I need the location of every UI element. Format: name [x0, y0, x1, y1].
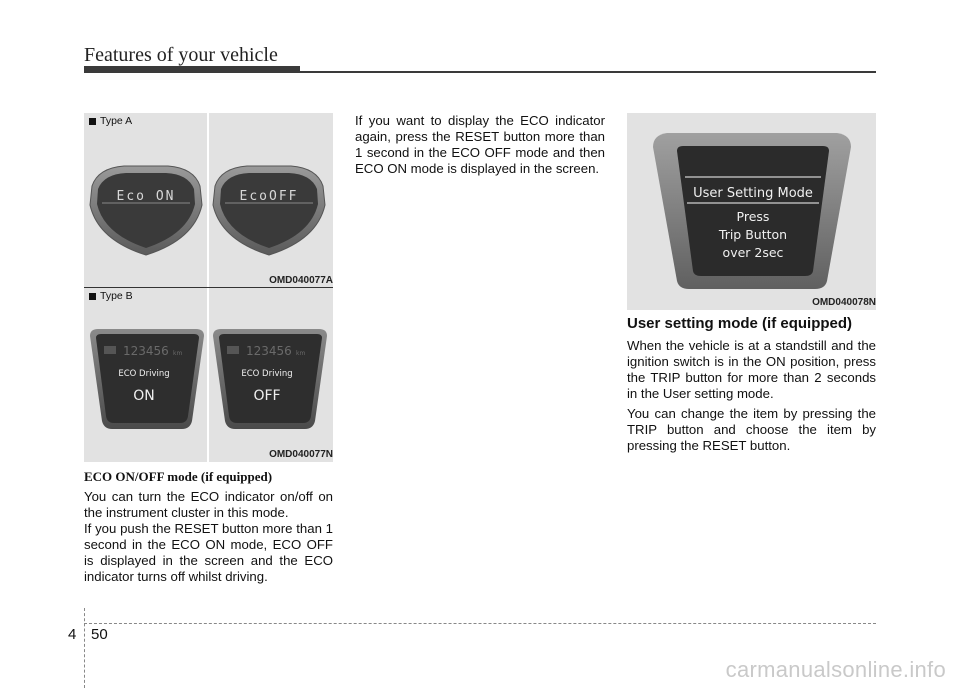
eco-driving-on-display	[90, 329, 204, 429]
odometer-unit: km	[296, 350, 306, 357]
user-setting-line-trip: Trip Button	[718, 227, 788, 242]
figure-type-a-label-text: Type A	[100, 115, 133, 127]
eco-driving-illustration	[84, 288, 333, 462]
paragraph: When the vehicle is at a standstill and the ignition switch is in the ON position, press the TRIP button for more than 2 seconds in the User setting mode.	[627, 338, 876, 401]
eco-driving-label: ECO Driving	[241, 369, 293, 379]
user-setting-line-time: over 2sec	[722, 245, 784, 260]
page-number: 50	[91, 626, 108, 643]
eco-driving-label: ECO Driving	[118, 369, 170, 379]
eco-on-display	[90, 166, 202, 255]
figure-user-setting	[627, 113, 876, 310]
paragraph: If you want to display the ECO indicator again, press the RESET button more than 1 second in the ECO OFF mode and then ECO ON mode is displayed in the screen.	[355, 113, 605, 176]
column-3	[627, 316, 876, 454]
figure-type-b	[84, 288, 333, 462]
odometer-text: 123456	[123, 344, 169, 358]
figure-type-b-code: OMD040077N	[269, 449, 333, 460]
odometer-text: 123456	[246, 344, 292, 358]
eco-driving-on-text: ON	[133, 388, 155, 404]
user-setting-title: User Setting Mode	[693, 186, 813, 201]
page-header-title: Features of your vehicle	[84, 44, 278, 66]
header-rule	[84, 71, 876, 73]
figure-type-a-code: OMD040077A	[269, 275, 333, 286]
eco-off-text: EcoOFF	[239, 189, 299, 204]
user-setting-line-press: Press	[736, 209, 770, 224]
figure-type-a	[84, 113, 333, 288]
column-1	[84, 469, 333, 585]
chapter-number: 4	[68, 626, 77, 643]
section-heading-eco: ECO ON/OFF mode (if equipped)	[84, 469, 273, 484]
user-setting-display-illustration	[627, 113, 876, 310]
figure-type-b-label-text: Type B	[100, 290, 133, 302]
footer-rule	[84, 623, 876, 624]
paragraph: You can change the item by pressing the TRIP button and choose the item by pressing the RESET button.	[627, 406, 876, 453]
paragraph: You can turn the ECO indicator on/off on the instrument cluster in this mode.	[84, 489, 333, 520]
column-2	[355, 113, 605, 177]
watermark: carmanualsonline.info	[725, 657, 946, 682]
odometer-unit: km	[173, 350, 183, 357]
footer-vertical-rule	[84, 608, 85, 688]
eco-off-display	[213, 166, 325, 255]
eco-driving-off-display	[213, 329, 327, 429]
eco-driving-off-text: OFF	[253, 388, 281, 404]
paragraph: If you push the RESET button more than 1 second in the ECO ON mode, ECO OFF is displayed in the screen and the ECO indicator turns off whilst driving.	[84, 521, 333, 584]
eco-display-illustration	[84, 113, 333, 288]
eco-on-text: Eco ON	[116, 189, 176, 204]
section-heading-user-setting: User setting mode (if equipped)	[627, 315, 853, 332]
figure-user-setting-code: OMD040078N	[812, 297, 876, 308]
